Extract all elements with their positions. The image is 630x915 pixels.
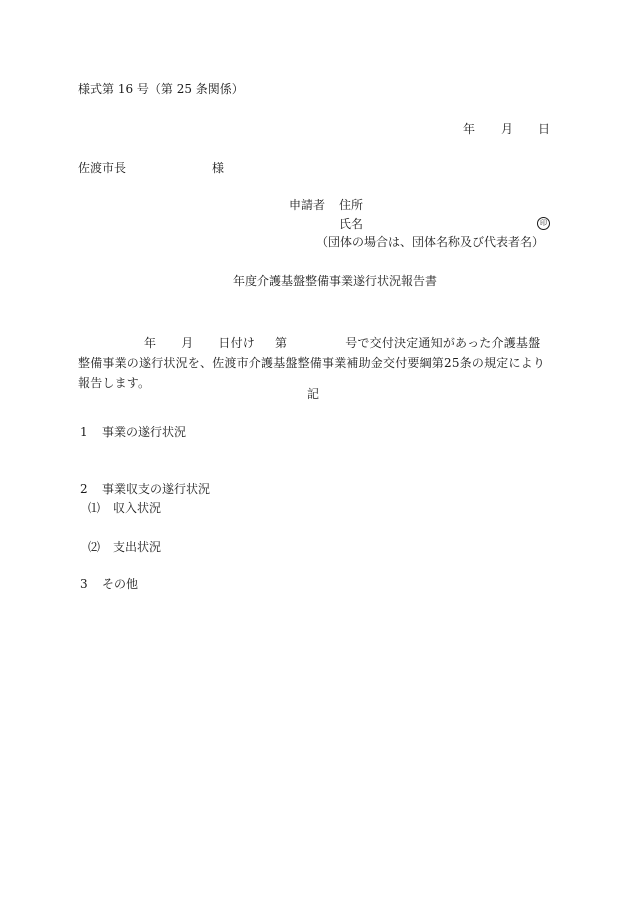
applicant-label: 申請者 [289, 198, 326, 212]
section-number: 1 [80, 425, 88, 439]
body-dated: 日付け [218, 336, 256, 350]
section-label: 事業の遂行状況 [102, 425, 187, 439]
body-continuation: 号で交付決定通知があった介護基盤整備事業の遂行状況を、佐渡市介護基盤整備事業補助金交付要綱第25条の規定により報告します。 [78, 336, 546, 390]
ki-heading: 記 [307, 387, 320, 401]
body-paragraph [78, 333, 552, 393]
date-day: 日 [538, 122, 551, 136]
body-month: 月 [181, 336, 194, 350]
group-note: （団体の場合は、団体名称及び代表者名） [316, 235, 545, 249]
seal-mark: 印 [537, 217, 550, 230]
form-number: 様式第 16 号（第 25 条関係） [78, 82, 244, 96]
section-number: 2 [80, 482, 88, 496]
subsection-number: ⑵ [88, 540, 101, 554]
applicant-name-label: 氏名 [339, 217, 364, 231]
subsection-label: 収入状況 [113, 501, 162, 515]
subsection-label: 支出状況 [113, 540, 162, 554]
body-year: 年 [144, 336, 157, 350]
section-label: 事業収支の遂行状況 [102, 482, 211, 496]
addressee-honorific: 様 [212, 161, 225, 175]
section-label: その他 [102, 577, 139, 591]
date-month: 月 [501, 122, 514, 136]
document-title: 年度介護基盤整備事業遂行状況報告書 [233, 274, 438, 288]
section-number: 3 [80, 577, 88, 591]
body-number-prefix: 第 [275, 336, 288, 350]
subsection-number: ⑴ [88, 501, 101, 515]
date-year: 年 [463, 122, 476, 136]
applicant-address-label: 住所 [339, 198, 364, 212]
addressee-name: 佐渡市長 [78, 161, 127, 175]
